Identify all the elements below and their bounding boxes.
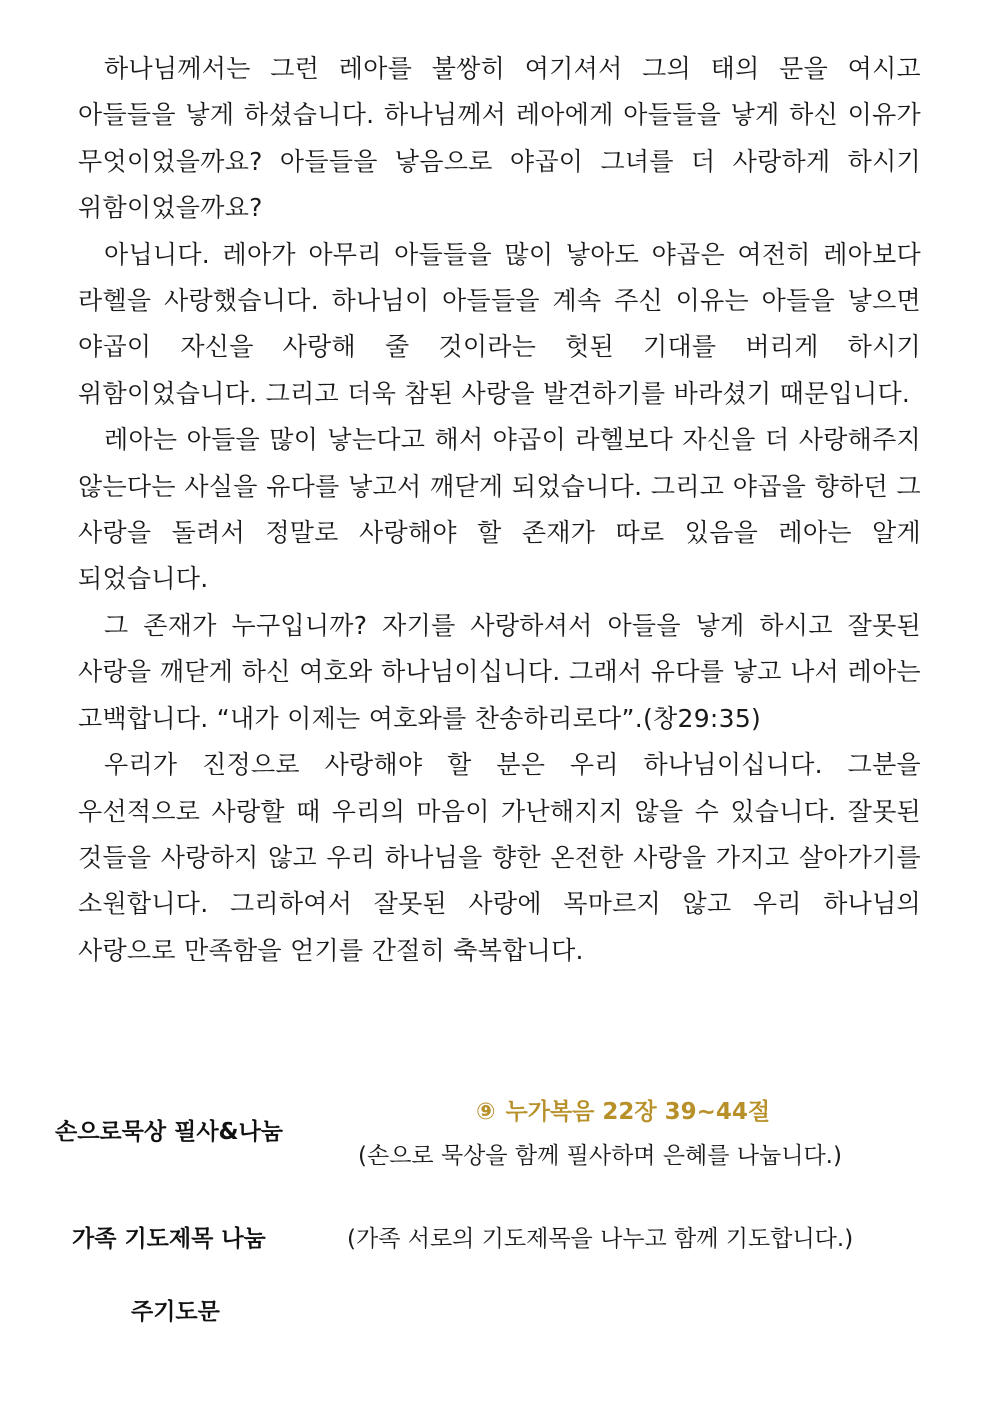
handwriting-section-description: (손으로 묵상을 함께 필사하며 은혜를 나눕니다.) — [358, 1143, 842, 1169]
bible-reference-text: 누가복음 22장 39~44절 — [505, 1099, 771, 1125]
paragraph-4: 그 존재가 누구입니까? 자기를 사랑하셔서 아들을 낳게 하시고 잘못된 사랑을 깨닫게 하신 여호와 하나님이십니다. 그래서 유다를 낳고 나서 레아는 고백합니다. “내가 이제는 여호와를 찬송하리로다”.(창29:35) — [78, 610, 921, 733]
paragraph-3: 레아는 아들을 많이 낳는다고 해서 야곱이 라헬보다 자신을 더 사랑해주지 않는다는 사실을 유다를 낳고서 깨닫게 되었습니다. 그리고 야곱을 향하던 그 사랑을 돌려서 정말로 사랑해야 할 존재가 따로 있음을 레아는 알게 되었습니다. — [78, 425, 921, 594]
family-prayer-section-description: (가족 서로의 기도제목을 나누고 함께 기도합니다.) — [347, 1226, 854, 1252]
section-number-badge: ⑨ — [476, 1099, 496, 1125]
lords-prayer-section-label: 주기도문 — [131, 1299, 220, 1325]
paragraph-5: 우리가 진정으로 사랑해야 할 분은 우리 하나님이십니다. 그분을 우선적으로 사랑할 때 우리의 마음이 가난해지지 않을 수 있습니다. 잘못된 것들을 사랑하지 않고 우리 하나님을 향한 온전한 사랑을 가지고 살아가기를 소원합니다. 그리하여서 잘못된 사랑에 목마르지 않고 우리 하나님의 사랑으로 만족함을 얻기를 간절히 축복합니다. — [78, 750, 921, 965]
paragraph-1: 하나님께서는 그런 레아를 불쌍히 여기셔서 그의 태의 문을 여시고 아들들을 낳게 하셨습니다. 하나님께서 레아에게 아들들을 낳게 하신 이유가 무엇이었을까요? 아들들을 낳음으로 야곱이 그녀를 더 사랑하게 하시기 위함이었을까요? — [78, 54, 921, 223]
meditation-body — [78, 46, 921, 974]
family-prayer-section-label: 가족 기도제목 나눔 — [72, 1226, 266, 1252]
paragraph-2: 아닙니다. 레아가 아무리 아들들을 많이 낳아도 야곱은 여전히 레아보다 라헬을 사랑했습니다. 하나님이 아들들을 계속 주신 이유는 아들을 낳으면 야곱이 자신을 사랑해 줄 것이라는 헛된 기대를 버리게 하시기 위함이었습니다. 그리고 더욱 참된 사랑을 발견하기를 바라셨기 때문입니다. — [78, 239, 921, 408]
bible-reference — [476, 1093, 770, 1126]
handwriting-section-label: 손으로묵상 필사&나눔 — [55, 1119, 284, 1145]
